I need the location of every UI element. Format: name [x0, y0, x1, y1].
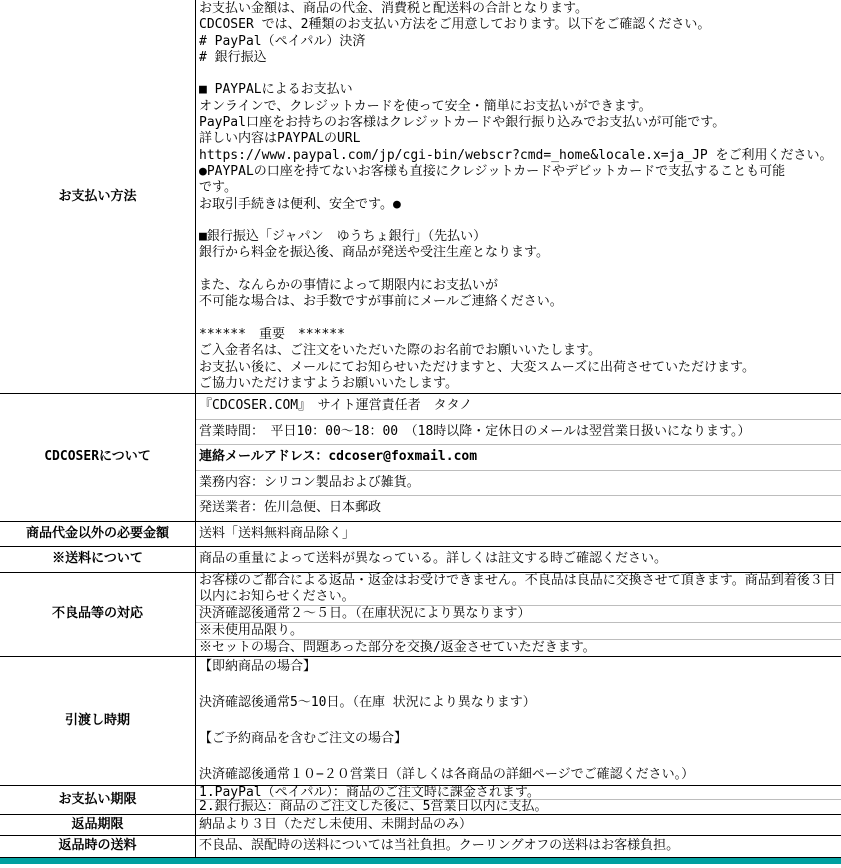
business-hours-cell: 営業時間： 平日10：00〜18：00 （18時以降・定休日のメールは翌営業日扱いになります。）	[196, 420, 841, 446]
shipping-fee-note-cell: 商品の重量によって送料が異なっている。詳しくは註文する時ご確認ください。	[199, 551, 668, 567]
blank-line	[199, 262, 839, 278]
return-policy-cell: お客様のご都合による返品・返金はお受けできません。不良品は良品に交換させて頂きます。商品到着後３日以内にお知らせください。	[196, 573, 841, 606]
text-line: です。	[199, 180, 237, 196]
header-extra-fees: 商品代金以外の必要金額	[0, 522, 196, 547]
business-description-cell: 業務内容：シリコン製品および雑貨。	[196, 471, 841, 497]
row-return-deadline	[0, 815, 841, 837]
site-operator-cell: 『CDCOSER.COM』 サイト運営責任者 タタノ	[196, 394, 841, 420]
exchange-time-cell: 決済確認後通常２〜５日。（在庫状況により異なります）	[196, 606, 841, 623]
payment-method-content	[196, 0, 841, 393]
blank-line	[199, 213, 839, 229]
text-line: # 銀行振込	[199, 49, 267, 65]
header-about-cdcoser: CDCOSERについて	[0, 394, 196, 521]
row-payment-method	[0, 0, 841, 394]
header-payment-deadline: お支払い期限	[0, 786, 196, 814]
blank-line	[199, 66, 839, 82]
return-deadline-content	[196, 815, 841, 836]
header-return-deadline: 返品期限	[0, 815, 196, 836]
row-extra-fees	[0, 522, 841, 548]
contact-email-cell: 連絡メールアドレス：cdcoser@foxmail.com	[196, 445, 841, 471]
text-line: お支払い後に、メールにてお知らせいただけますと、大変スムーズに出荷させていただけます。	[199, 359, 756, 375]
return-deadline-cell: 納品より３日（ただし未使用、未開封品のみ）	[199, 816, 473, 832]
text-line: お支払い金額は、商品の代金、消費税と配送料の合計となります。	[199, 1, 588, 16]
header-shipping-fee-note: ※送料について	[0, 547, 196, 572]
header-defective-items: 不良品等の対応	[0, 573, 196, 656]
text-line: 決済確認後通常１０−２０営業日（詳しくは各商品の詳細ページでご確認ください。）	[199, 766, 695, 782]
blank-line	[199, 712, 839, 730]
row-defective-items	[0, 573, 841, 657]
text-line: また、なんらかの事情によって期限内にお支払いが	[199, 278, 499, 294]
text-line: PayPal口座をお持ちのお客様はクレジットカードや銀行振り込みでお支払いが可能です。	[199, 115, 726, 131]
extra-fees-content	[196, 522, 841, 547]
text-line: ■ PAYPALによるお支払い	[199, 82, 353, 98]
paypal-url-line: https://www.paypal.com/jp/cgi-bin/webscr?cmd=_home&locale.x=ja_JP をご利用ください。	[199, 147, 833, 163]
text-line: オンラインで、クレジットカードを使って安全・簡単にお支払いができます。	[199, 98, 652, 114]
text-line: 銀行から料金を振込後、商品が発送や受注生産となります。	[199, 245, 549, 261]
text-line: 【即納商品の場合】	[199, 658, 317, 674]
next-section-header-bar	[0, 858, 841, 864]
important-note-marker: ****** 重要 ******	[199, 326, 345, 342]
blank-line	[199, 748, 839, 766]
shipping-carrier-cell: 発送業者：佐川急便、日本郵政	[199, 500, 382, 516]
text-line: 不可能な場合は、お手数ですが事前にメールご連絡ください。	[199, 294, 563, 310]
row-return-shipping	[0, 836, 841, 858]
bank-deadline-cell: 2.銀行振込：商品のご注文した後に、5営業日以内に支払。	[199, 799, 548, 815]
row-payment-deadline	[0, 786, 841, 815]
text-line: お取引手続きは便利、安全です。●	[199, 196, 401, 212]
about-cdcoser-content	[196, 394, 841, 521]
payment-deadline-content	[196, 786, 841, 814]
text-line: ■銀行振込「ジャパン ゆうちょ銀行」（先払い）	[199, 229, 487, 245]
shipping-fee-note-content	[196, 547, 841, 572]
header-delivery-time: 引渡し時期	[0, 657, 196, 785]
text-line: ご入金者名は、ご注文をいただいた際のお名前でお願いいたします。	[199, 343, 601, 359]
delivery-time-content	[196, 657, 841, 785]
return-shipping-content	[196, 836, 841, 857]
blank-line	[199, 676, 839, 694]
text-line: 詳しい内容はPAYPALのURL	[199, 131, 361, 147]
header-return-shipping: 返品時の送料	[0, 836, 196, 857]
row-about-cdcoser	[0, 394, 841, 522]
header-payment-method: お支払い方法	[0, 0, 196, 393]
text-line: 【ご予約商品を含むご注文の場合】	[199, 730, 408, 746]
text-line: # PayPal（ペイパル）決済	[199, 33, 366, 49]
blank-line	[199, 311, 839, 327]
text-line: ●PAYPALの口座を持てないお客様も直接にクレジットカードやデビットカードで支払することも可能	[199, 163, 786, 179]
row-delivery-time	[0, 657, 841, 786]
shipping-fee-cell: 送料「送料無料商品除く」	[199, 525, 356, 541]
defective-items-content	[196, 573, 841, 656]
set-exchange-cell: ※セットの場合、問題あった部分を交換/返金させていただきます。	[199, 639, 596, 655]
return-shipping-cell: 不良品、誤配時の送料については当社負担。クーリングオフの送料はお客様負担。	[199, 838, 680, 854]
text-line: CDCOSER では、2種類のお支払い方法をご用意しております。以下をご確認ください。	[199, 17, 711, 33]
unused-only-cell: ※未使用品限り。	[196, 623, 841, 640]
text-line: ご協力いただけますようお願いいたします。	[199, 375, 458, 391]
paypal-deadline-cell: 1.PayPal（ペイパル）：商品のご注文時に課金されます。	[196, 786, 841, 801]
row-shipping-fee-note	[0, 547, 841, 573]
text-line: 決済確認後通常5〜10日。（在庫 状況により異なります）	[199, 694, 536, 710]
